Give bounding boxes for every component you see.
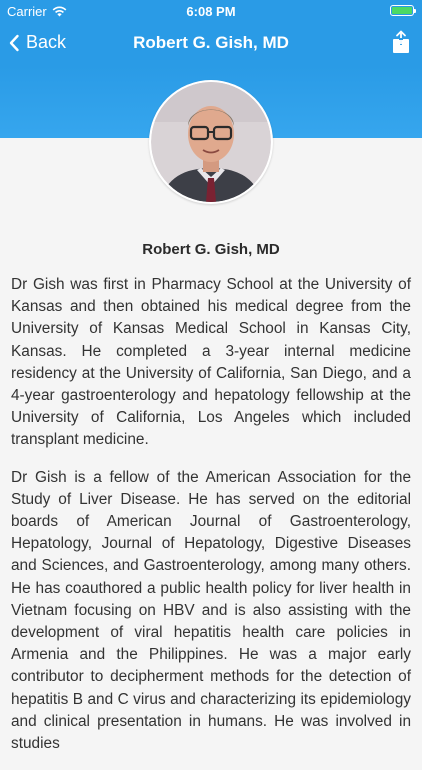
page-title: Robert G. Gish, MD — [133, 33, 289, 52]
carrier-label: Carrier — [7, 4, 47, 19]
status-time: 6:08 PM — [186, 4, 236, 19]
battery-fill — [392, 7, 412, 14]
doctor-name: Robert G. Gish, MD — [142, 241, 280, 258]
biography — [11, 274, 411, 770]
status-bar — [0, 0, 422, 22]
bio-paragraph: Dr Gish is a fellow of the American Association for the Study of Liver Disease. He has served on the editorial boards of American Journal of Gastroenterology, Hepatology, Journal of Hepatology, Digestive Diseases and Sciences, and Gastroenterology, among many others. He has coauthored a public health policy for liver health in Vietnam focusing on HBV and is also assisting with the development of viral hepatitis health care policies in Armenia and the Philippines. He was a major early contributor to decipherment methods for the detection of hepatitis B and C virus and characterizing its epidemiology and clinical presentation in humans. He was involved in studies — [11, 468, 411, 753]
battery-icon — [390, 5, 414, 16]
chevron-left-icon — [8, 34, 20, 52]
back-label: Back — [26, 32, 67, 52]
avatar — [149, 80, 273, 204]
doctor-photo — [151, 82, 271, 202]
back-button[interactable] — [8, 32, 66, 53]
share-icon[interactable] — [390, 30, 412, 54]
bio-paragraph: Dr Gish was first in Pharmacy School at the University of Kansas and then obtained his medical degree from the University of Kansas Medical School in Kansas City, Kansas. He completed a 3-year internal medicine residency at the University of California, San Diego, and a 4-year gastroenterology and hepatology fellowship at the University of California, Los Angeles which included transplant medicine. — [11, 276, 411, 449]
navigation-bar — [0, 22, 422, 66]
